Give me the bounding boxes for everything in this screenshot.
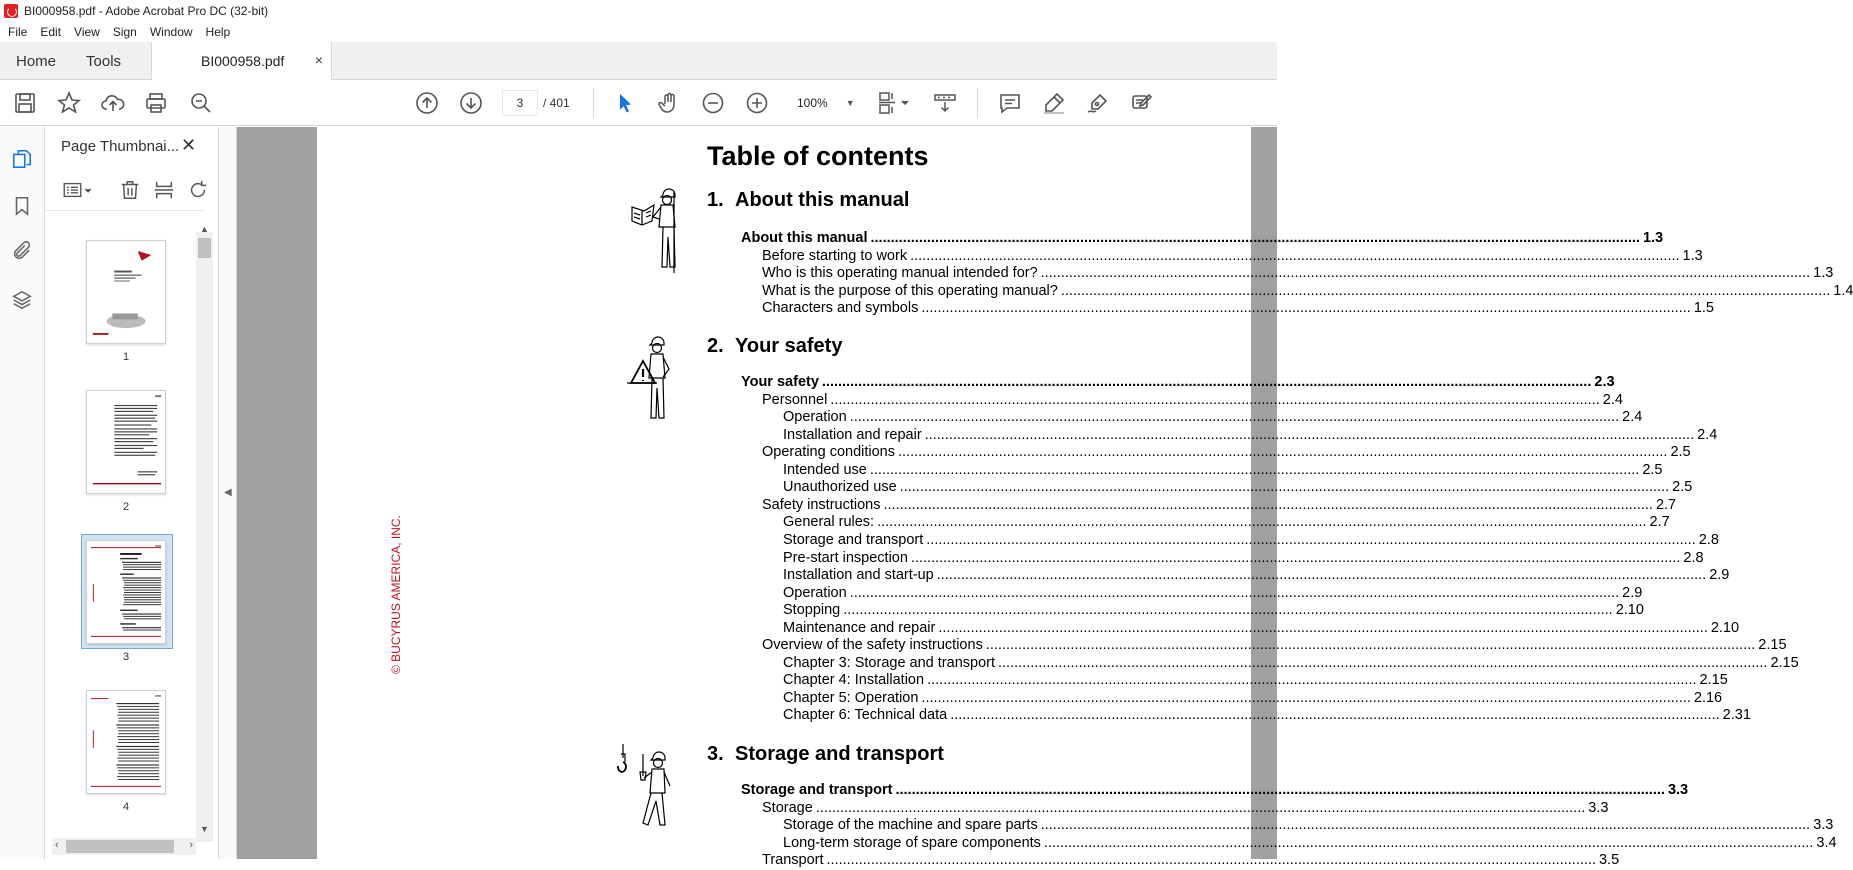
acrobat-logo-icon bbox=[4, 4, 18, 18]
toc-entry-text: Storage of the machine and spare parts bbox=[783, 817, 1038, 834]
toc-page-number: 2.7 bbox=[1655, 496, 1677, 513]
section-title: Your safety bbox=[735, 335, 843, 357]
page-thumbnails-panel bbox=[45, 127, 219, 859]
thumbnail-page-2[interactable] bbox=[86, 390, 166, 494]
section-title: Storage and transport bbox=[735, 743, 944, 765]
toc-page-number: 2.10 bbox=[1710, 619, 1740, 636]
toc-dot-leader bbox=[921, 690, 1690, 706]
toc-entry-text: Who is this operating manual intended for? bbox=[762, 265, 1038, 282]
toc-page-number: 2.8 bbox=[1698, 531, 1719, 548]
toc-entry-text: Storage and transport bbox=[741, 782, 893, 798]
thumbnail-page-4[interactable] bbox=[86, 690, 166, 794]
toc-page-number: 2.16 bbox=[1693, 689, 1723, 706]
toc-entry-text: Operating conditions bbox=[762, 444, 895, 461]
toc-entry-link[interactable] bbox=[741, 374, 1615, 392]
zoom-level-value: 100% bbox=[797, 96, 828, 110]
toc-entry-link[interactable] bbox=[741, 409, 1643, 427]
toc-entry-text: Unauthorized use bbox=[783, 479, 897, 496]
toc-page-number: 3.5 bbox=[1598, 852, 1620, 869]
scroll-up-icon[interactable]: ▲ bbox=[200, 224, 209, 234]
toc-page-number: 2.4 bbox=[1602, 391, 1623, 408]
toc-page-number: 3.3 bbox=[1588, 799, 1609, 816]
insert-page-icon[interactable] bbox=[153, 179, 177, 203]
worker-warning-sign-illustration bbox=[627, 335, 677, 423]
toc-entry-text: Characters and symbols bbox=[762, 300, 919, 317]
toc-dot-leader bbox=[938, 620, 1707, 636]
toolbar-divider bbox=[977, 88, 978, 118]
tab-tools[interactable]: Tools bbox=[86, 52, 122, 70]
menu-sign[interactable]: Sign bbox=[112, 25, 137, 39]
toc-entry-link[interactable] bbox=[741, 834, 1837, 853]
toc-page-number: 2.15 bbox=[1758, 637, 1787, 654]
toc-entry-text: Chapter 4: Installation bbox=[783, 672, 925, 689]
toc-entry-text: Maintenance and repair bbox=[783, 619, 936, 636]
toolbar bbox=[0, 80, 1277, 126]
comment-icon[interactable] bbox=[998, 91, 1022, 115]
toc-entry-link[interactable] bbox=[741, 230, 1664, 248]
toc-page-number: 1.4 bbox=[1833, 282, 1853, 299]
page-display-icon[interactable] bbox=[877, 91, 913, 115]
scroll-right-icon[interactable]: › bbox=[189, 839, 193, 851]
toc-page-number: 2.15 bbox=[1699, 672, 1728, 689]
scrollbar-thumb[interactable] bbox=[66, 840, 174, 853]
toc-dot-leader bbox=[830, 392, 1599, 408]
toc-entry-link[interactable] bbox=[741, 514, 1670, 532]
toc-page-number: 3.4 bbox=[1816, 834, 1837, 851]
document-view[interactable] bbox=[237, 127, 1853, 869]
toc-entry-text: Long-term storage of spare components bbox=[783, 834, 1041, 851]
toc-entry-link[interactable] bbox=[741, 782, 1689, 800]
thumbnail-label: 1 bbox=[122, 351, 130, 363]
section-heading bbox=[707, 743, 944, 766]
toc-dot-leader bbox=[998, 655, 1767, 671]
toc-dot-leader bbox=[950, 707, 1719, 723]
toc-entry-link[interactable] bbox=[741, 602, 1644, 620]
toc-entry-link[interactable] bbox=[741, 619, 1740, 638]
thumbnail-options-icon[interactable] bbox=[61, 179, 95, 203]
toc-page-number: 3.3 bbox=[1813, 817, 1834, 834]
toc-entry-link[interactable] bbox=[741, 852, 1620, 870]
panel-collapse-handle[interactable] bbox=[219, 127, 237, 859]
toc-dot-leader bbox=[850, 409, 1619, 425]
toc-dot-leader bbox=[827, 852, 1596, 868]
toc-dot-leader bbox=[925, 427, 1694, 443]
title-bar bbox=[0, 0, 1277, 22]
close-panel-icon[interactable]: ✕ bbox=[181, 135, 197, 155]
zoom-out-icon[interactable] bbox=[701, 91, 725, 115]
toc-entry-text: Installation and repair bbox=[783, 426, 922, 443]
toc-entry-link[interactable] bbox=[741, 300, 1714, 318]
toc-entry-text: Storage bbox=[762, 799, 813, 816]
toc-entry-link[interactable] bbox=[741, 799, 1609, 818]
section-number: 2. bbox=[707, 335, 724, 357]
layers-icon[interactable] bbox=[11, 289, 35, 313]
previous-page-icon[interactable] bbox=[415, 91, 439, 115]
toc-page-number: 1.5 bbox=[1693, 300, 1714, 317]
toc-entry-text: Operation bbox=[783, 584, 847, 601]
toc-dot-leader bbox=[822, 374, 1591, 390]
thumbnail-vertical-scrollbar[interactable] bbox=[196, 224, 213, 842]
toc-entry-link[interactable] bbox=[741, 689, 1723, 708]
toc-dot-leader bbox=[1044, 835, 1813, 851]
toc-entry-text: Chapter 3: Storage and transport bbox=[783, 654, 995, 671]
scroll-down-icon[interactable]: ▼ bbox=[200, 824, 209, 834]
toc-page-number: 2.8 bbox=[1683, 549, 1704, 566]
toc-entry-text: Installation and start-up bbox=[783, 567, 934, 584]
toc-dot-leader bbox=[1041, 265, 1810, 281]
toc-page-number: 2.31 bbox=[1722, 707, 1751, 724]
draw-signature-icon[interactable] bbox=[1086, 91, 1110, 115]
thumbnail-page-3[interactable] bbox=[86, 540, 166, 644]
toc-dot-leader bbox=[911, 550, 1680, 566]
toc-page-number: 2.9 bbox=[1622, 584, 1643, 601]
tab-bar bbox=[0, 42, 1277, 80]
toc-page-number: 2.4 bbox=[1622, 409, 1643, 426]
thumbnail-label: 4 bbox=[122, 801, 130, 813]
toc-entry-link[interactable] bbox=[741, 282, 1853, 301]
copyright-vertical-text: © BUCYRUS AMERICA, INC. bbox=[389, 515, 403, 674]
pdf-page bbox=[317, 127, 1853, 869]
menu-edit[interactable]: Edit bbox=[40, 25, 62, 39]
section-heading bbox=[707, 335, 842, 358]
section-number: 3. bbox=[707, 743, 724, 765]
toc-entry-link[interactable] bbox=[741, 479, 1693, 497]
section-number: 1. bbox=[707, 189, 724, 211]
tab-home[interactable]: Home bbox=[16, 52, 57, 70]
panel-title: Page Thumbnai... bbox=[61, 138, 180, 155]
toc-entry-text: General rules: bbox=[783, 514, 875, 531]
toc-entry-link[interactable] bbox=[741, 531, 1719, 550]
thumbnail-label: 3 bbox=[122, 651, 130, 663]
edit-pdf-icon[interactable] bbox=[1130, 91, 1154, 115]
toc-entry-link[interactable] bbox=[741, 426, 1718, 445]
toc-dot-leader bbox=[910, 248, 1679, 264]
thumbnail-page-1[interactable] bbox=[86, 240, 166, 344]
scrollbar-thumb[interactable] bbox=[198, 238, 211, 258]
highlight-pen-icon[interactable] bbox=[1042, 91, 1066, 115]
toc-dot-leader bbox=[900, 479, 1669, 495]
toc-page-number: 2.5 bbox=[1670, 444, 1691, 461]
toc-entry-link[interactable] bbox=[741, 584, 1643, 603]
print-icon[interactable] bbox=[144, 91, 168, 115]
toc-page-number: 2.10 bbox=[1615, 602, 1644, 619]
thumbnail-label: 2 bbox=[122, 501, 130, 513]
delete-page-icon[interactable] bbox=[119, 179, 143, 203]
toc-dot-leader bbox=[927, 672, 1696, 688]
find-text-icon[interactable] bbox=[189, 91, 213, 115]
thumbnail-horizontal-scrollbar[interactable] bbox=[52, 838, 196, 855]
toc-page-number: 1.3 bbox=[1642, 230, 1664, 246]
toc-entry-text: Before starting to work bbox=[762, 247, 908, 264]
toc-entry-link[interactable] bbox=[741, 496, 1677, 515]
toc-dot-leader bbox=[870, 462, 1639, 478]
toc-entry-text: Overview of the safety instructions bbox=[762, 637, 983, 654]
attachments-paperclip-icon[interactable] bbox=[11, 240, 35, 264]
toc-entry-text: Chapter 6: Technical data bbox=[783, 707, 948, 724]
toc-entry-link[interactable] bbox=[741, 461, 1663, 480]
toc-entry-link[interactable] bbox=[741, 817, 1834, 835]
window-title: BI000958.pdf - Adobe Acrobat Pro DC (32-bit) bbox=[24, 4, 269, 18]
save-icon[interactable] bbox=[13, 91, 37, 115]
tab-document[interactable] bbox=[151, 42, 332, 80]
toolbar-divider bbox=[593, 88, 594, 118]
toc-dot-leader bbox=[926, 532, 1695, 548]
toc-entry-link[interactable] bbox=[741, 444, 1691, 462]
scroll-left-icon[interactable]: ‹ bbox=[55, 839, 59, 851]
thumbnail-toolbar bbox=[45, 171, 205, 211]
zoom-level-select[interactable] bbox=[789, 90, 859, 116]
toc-dot-leader bbox=[937, 567, 1706, 583]
toc-page-number: 2.7 bbox=[1649, 514, 1670, 531]
bookmark-star-icon[interactable] bbox=[57, 91, 81, 115]
menu-bar bbox=[0, 22, 1277, 42]
toc-entry-text: Operation bbox=[783, 409, 847, 426]
toc-entry-link[interactable] bbox=[741, 549, 1704, 568]
menu-window[interactable]: Window bbox=[149, 25, 193, 39]
toc-entry-link[interactable] bbox=[741, 567, 1730, 585]
page-thumbnails-icon[interactable] bbox=[11, 148, 35, 172]
toc-dot-leader bbox=[986, 637, 1755, 653]
scroll-mode-icon[interactable] bbox=[933, 91, 957, 115]
toc-entry-text: About this manual bbox=[741, 230, 868, 246]
toc-dot-leader bbox=[898, 444, 1667, 460]
worker-reading-manual-illustration bbox=[630, 187, 680, 275]
upload-cloud-icon[interactable] bbox=[101, 91, 125, 115]
toc-entry-text: Chapter 5: Operation bbox=[783, 689, 919, 706]
toc-entry-link[interactable] bbox=[741, 654, 1799, 673]
toc-entry-text: Pre-start inspection bbox=[783, 549, 908, 566]
toc-page-number: 2.5 bbox=[1642, 461, 1663, 478]
toc-dot-leader bbox=[850, 585, 1619, 601]
toc-entry-text: Personnel bbox=[762, 391, 828, 408]
hand-tool-icon[interactable] bbox=[657, 91, 681, 115]
toc-entry-link[interactable] bbox=[741, 637, 1787, 655]
worker-crane-hook-illustration bbox=[615, 742, 681, 832]
toc-entry-link[interactable] bbox=[741, 391, 1623, 410]
next-page-icon[interactable] bbox=[459, 91, 483, 115]
menu-view[interactable]: View bbox=[74, 25, 100, 39]
toc-page-number: 2.5 bbox=[1672, 479, 1693, 496]
toc-entry-link[interactable] bbox=[741, 265, 1834, 283]
toc-entry-text: Storage and transport bbox=[783, 531, 924, 548]
chevron-left-icon: ◀ bbox=[224, 487, 232, 498]
toc-page-number: 2.4 bbox=[1697, 426, 1718, 443]
select-cursor-icon[interactable] bbox=[613, 91, 637, 115]
toc-dot-leader bbox=[1041, 817, 1810, 833]
toc-dot-leader bbox=[1061, 283, 1830, 299]
toc-entry-text: Your safety bbox=[741, 374, 819, 390]
bookmarks-icon[interactable] bbox=[11, 195, 35, 219]
toc-dot-leader bbox=[883, 497, 1652, 513]
toc-entry-link[interactable] bbox=[741, 672, 1728, 690]
toc-page-number: 1.3 bbox=[1682, 247, 1703, 264]
menu-file[interactable]: File bbox=[8, 25, 28, 39]
toc-entry-text: Stopping bbox=[783, 602, 841, 619]
menu-help[interactable]: Help bbox=[205, 25, 231, 39]
toc-page-number: 2.15 bbox=[1770, 654, 1799, 671]
toc-entry-text: Safety instructions bbox=[762, 496, 881, 513]
section-title: About this manual bbox=[735, 189, 910, 211]
toc-dot-leader bbox=[877, 514, 1646, 530]
toc-page-number: 2.9 bbox=[1709, 567, 1730, 584]
toc-dot-leader bbox=[870, 230, 1639, 246]
toc-entry-link[interactable] bbox=[741, 247, 1703, 266]
toc-entry-text: Transport bbox=[762, 852, 824, 869]
toc-dot-leader bbox=[921, 300, 1690, 316]
toc-dot-leader bbox=[843, 602, 1612, 618]
toc-entry-text: What is the purpose of this operating manual? bbox=[762, 282, 1058, 299]
toc-dot-leader bbox=[816, 800, 1585, 816]
page-number-input[interactable]: 3 bbox=[502, 90, 538, 116]
toc-page-number: 2.3 bbox=[1594, 374, 1615, 390]
page-title: Table of contents bbox=[707, 141, 929, 171]
close-tab-icon[interactable]: × bbox=[314, 52, 323, 68]
toc-dot-leader bbox=[895, 782, 1664, 798]
section-heading bbox=[707, 189, 909, 212]
toc-page-number: 1.3 bbox=[1813, 265, 1834, 282]
left-rail bbox=[0, 127, 45, 859]
toc-entry-text: Intended use bbox=[783, 461, 867, 478]
tab-document-label: BI000958.pdf bbox=[201, 53, 285, 69]
zoom-in-icon[interactable] bbox=[745, 91, 769, 115]
toc-entry-link[interactable] bbox=[741, 707, 1751, 725]
rotate-page-icon[interactable] bbox=[187, 179, 205, 203]
toc-page-number: 3.3 bbox=[1667, 782, 1689, 798]
page-total: / 401 bbox=[543, 96, 570, 110]
chevron-down-icon: ▼ bbox=[845, 98, 855, 108]
